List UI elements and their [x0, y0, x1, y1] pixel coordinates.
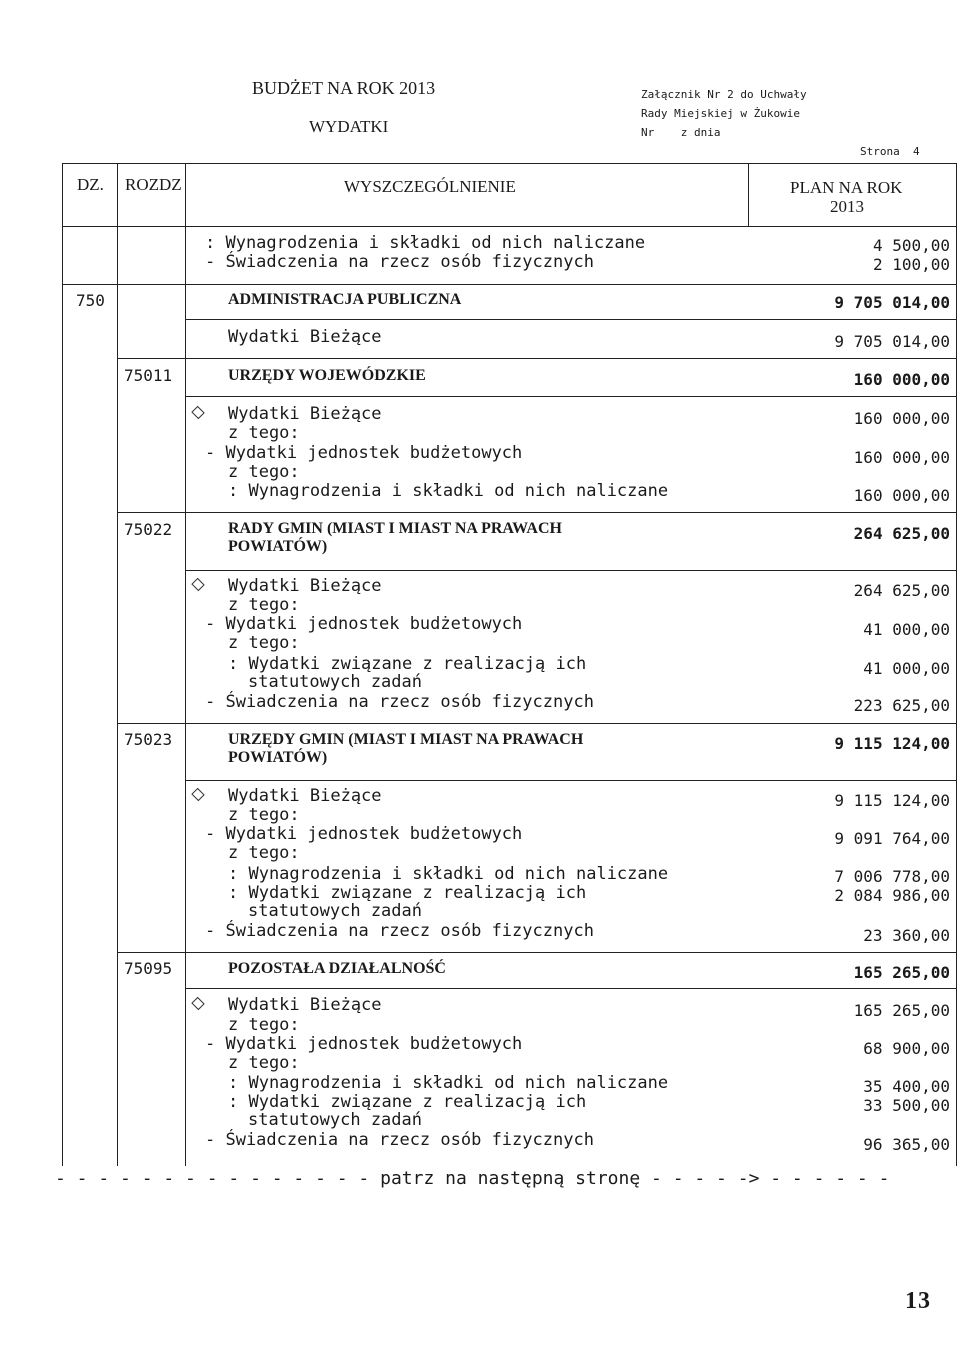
line-of-which: z tego: — [228, 1015, 300, 1035]
column-header-plan-year: 2013 — [830, 197, 864, 216]
row-separator — [185, 780, 957, 781]
line-salaries: : Wynagrodzenia i składki od nich naliczane — [228, 1073, 669, 1093]
line-salaries: : Wynagrodzenia i składki od nich naliczane — [228, 864, 669, 884]
document-title: BUDŻET NA ROK 2013 — [252, 78, 436, 98]
column-header-dz: DZ. — [77, 175, 104, 194]
value-current: 165 265,00 — [853, 1001, 950, 1020]
column-header-plan: PLAN NA ROK — [790, 178, 903, 197]
attachment-line-2: Rady Miejskiej w Żukowie — [641, 107, 800, 120]
line-of-which: z tego: — [228, 462, 300, 482]
section-code: 750 — [76, 291, 105, 310]
column-header-description: WYSZCZEGÓLNIENIE — [344, 177, 516, 196]
line-units: - Wydatki jednostek budżetowych — [205, 614, 523, 634]
line-current: Wydatki Bieżące — [228, 576, 382, 596]
line-current: Wydatki Bieżące — [228, 404, 382, 424]
carry-line-1: : Wynagrodzenia i składki od nich naliczane — [205, 233, 646, 253]
value-statutory: 2 084 986,00 — [834, 886, 950, 905]
carry-line-2: - Świadczenia na rzecz osób fizycznych — [205, 252, 594, 272]
line-statutory-cont: statutowych zadań — [248, 672, 422, 692]
table-top-border — [62, 163, 957, 164]
line-of-which: z tego: — [228, 843, 300, 863]
section-current-label: Wydatki Bieżące — [228, 327, 382, 347]
row-separator — [117, 358, 957, 359]
chapter-title: RADY GMIN (MIAST I MIAST NA PRAWACH — [228, 520, 562, 537]
value-salaries: 35 400,00 — [863, 1077, 950, 1096]
carry-value-1: 4 500,00 — [872, 236, 950, 255]
line-benefits: - Świadczenia na rzecz osób fizycznych — [205, 692, 594, 712]
bullet-icon — [191, 997, 204, 1010]
chapter-code: 75011 — [124, 366, 173, 385]
document-subtitle: WYDATKI — [309, 117, 389, 136]
line-benefits: - Świadczenia na rzecz osób fizycznych — [205, 1130, 594, 1150]
chapter-code: 75022 — [124, 520, 173, 539]
value-units: 9 091 764,00 — [834, 829, 950, 848]
bullet-icon — [191, 406, 204, 419]
section-title-value: 9 705 014,00 — [834, 293, 950, 312]
row-separator — [117, 723, 957, 724]
attachment-line-1: Załącznik Nr 2 do Uchwały — [641, 88, 807, 101]
chapter-title-cont: POWIATÓW) — [228, 749, 328, 766]
value-units: 41 000,00 — [863, 620, 950, 639]
line-units: - Wydatki jednostek budżetowych — [205, 824, 523, 844]
chapter-title: URZĘDY GMIN (MIAST I MIAST NA PRAWACH — [228, 731, 584, 748]
page-number: 13 — [905, 1288, 931, 1314]
value-current: 264 625,00 — [853, 581, 950, 600]
value-current: 160 000,00 — [853, 409, 950, 428]
header-bottom-border — [62, 226, 957, 227]
line-of-which: z tego: — [228, 1053, 300, 1073]
line-statutory: : Wydatki związane z realizacją ich — [228, 1092, 587, 1112]
row-separator — [117, 952, 957, 953]
line-of-which: z tego: — [228, 805, 300, 825]
chapter-title: URZĘDY WOJEWÓDZKIE — [228, 367, 426, 384]
table-right-border — [956, 163, 957, 1166]
value-benefits: 96 365,00 — [863, 1135, 950, 1154]
value-units: 160 000,00 — [853, 448, 950, 467]
bullet-icon — [191, 788, 204, 801]
col-divider-plan — [748, 163, 749, 226]
section-current-value: 9 705 014,00 — [834, 332, 950, 351]
row-separator — [185, 570, 957, 571]
value-statutory: 33 500,00 — [863, 1096, 950, 1115]
chapter-title: POZOSTAŁA DZIAŁALNOŚĆ — [228, 960, 446, 977]
value-current: 9 115 124,00 — [834, 791, 950, 810]
chapter-title-value: 165 265,00 — [853, 963, 950, 982]
continued-next-page: - - - - - - - - - - - - - - - patrz na następną stronę - - - - -> - - - - - - — [55, 1168, 890, 1189]
value-benefits: 23 360,00 — [863, 926, 950, 945]
line-statutory: : Wydatki związane z realizacją ich — [228, 654, 587, 674]
value-benefits: 223 625,00 — [853, 696, 950, 715]
col-divider-dz — [117, 163, 118, 1166]
line-statutory: : Wydatki związane z realizacją ich — [228, 883, 587, 903]
table-left-border — [62, 163, 63, 1166]
line-current: Wydatki Bieżące — [228, 995, 382, 1015]
chapter-title-value: 264 625,00 — [853, 524, 950, 543]
row-separator — [62, 284, 957, 285]
line-of-which: z tego: — [228, 423, 300, 443]
section-title: ADMINISTRACJA PUBLICZNA — [228, 291, 462, 308]
row-separator — [185, 396, 957, 397]
line-of-which: z tego: — [228, 633, 300, 653]
line-salaries: : Wynagrodzenia i składki od nich naliczane — [228, 481, 669, 501]
value-units: 68 900,00 — [863, 1039, 950, 1058]
value-statutory: 41 000,00 — [863, 659, 950, 678]
line-of-which: z tego: — [228, 595, 300, 615]
value-salaries: 7 006 778,00 — [834, 867, 950, 886]
line-statutory-cont: statutowych zadań — [248, 901, 422, 921]
line-statutory-cont: statutowych zadań — [248, 1110, 422, 1130]
page-label: Strona 4 — [860, 145, 920, 158]
chapter-title-cont: POWIATÓW) — [228, 538, 328, 555]
line-units: - Wydatki jednostek budżetowych — [205, 1034, 523, 1054]
bullet-icon — [191, 578, 204, 591]
line-current: Wydatki Bieżące — [228, 786, 382, 806]
carry-value-2: 2 100,00 — [872, 255, 950, 274]
col-divider-rozdz — [185, 163, 186, 1166]
row-separator — [185, 319, 957, 320]
column-header-rozdz: ROZDZ — [125, 175, 182, 194]
value-salaries: 160 000,00 — [853, 486, 950, 505]
line-benefits: - Świadczenia na rzecz osób fizycznych — [205, 921, 594, 941]
row-separator — [117, 512, 957, 513]
chapter-title-value: 9 115 124,00 — [834, 734, 950, 753]
attachment-line-3: Nr z dnia — [641, 126, 721, 139]
chapter-code: 75023 — [124, 730, 173, 749]
chapter-code: 75095 — [124, 959, 173, 978]
line-units: - Wydatki jednostek budżetowych — [205, 443, 523, 463]
chapter-title-value: 160 000,00 — [853, 370, 950, 389]
row-separator — [185, 988, 957, 989]
